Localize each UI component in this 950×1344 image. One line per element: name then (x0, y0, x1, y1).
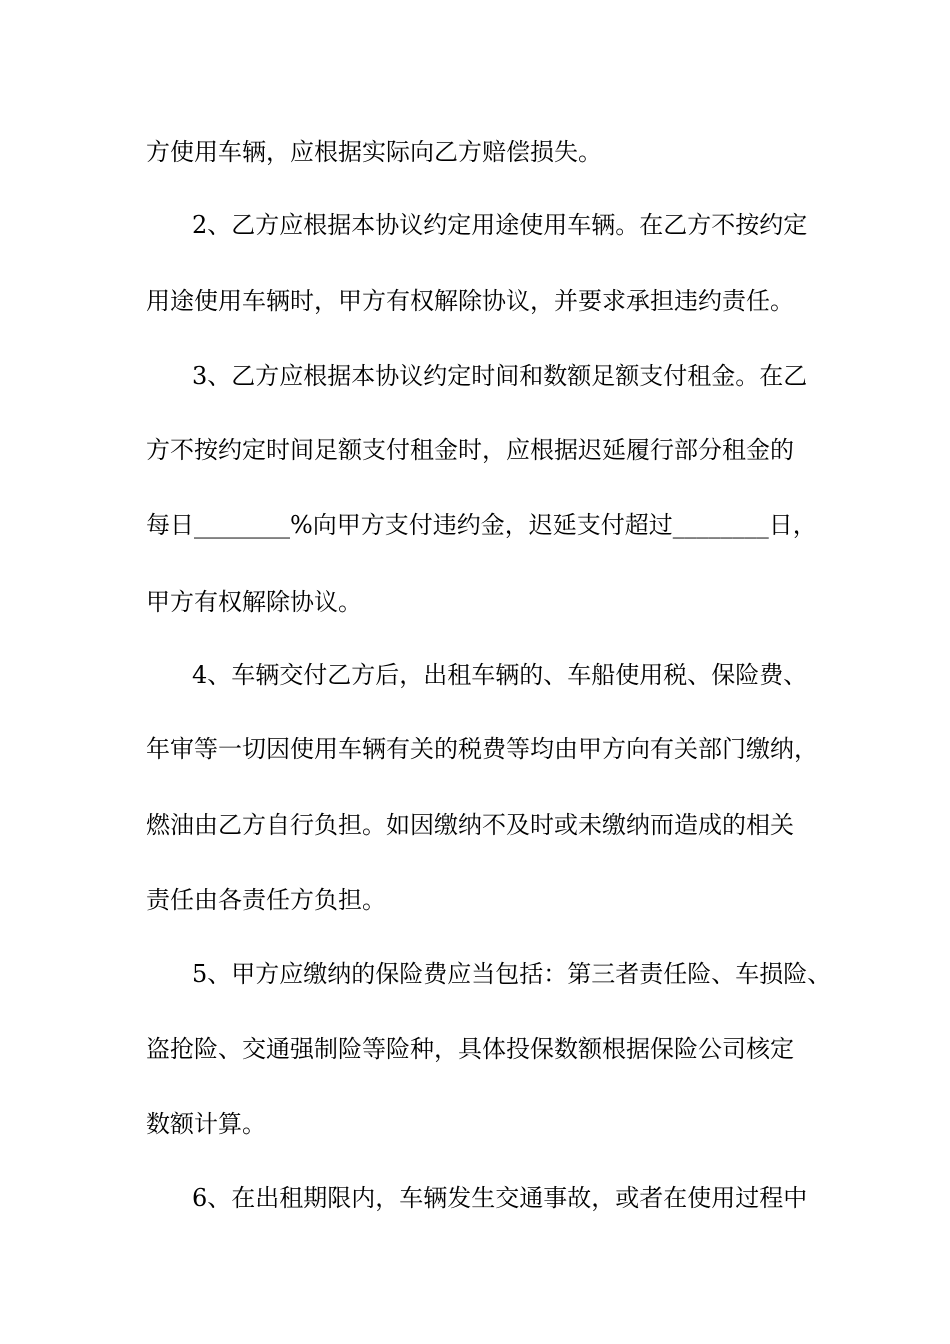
text-line: 燃油由乙方自行负担。如因缴纳不及时或未缴纳而造成的相关 (146, 811, 794, 839)
text-line: 用途使用车辆时，甲方有权解除协议，并要求承担违约责任。 (146, 287, 794, 315)
paragraph-3-line: 3、乙方应根据本协议约定时间和数额足额支付租金。在乙 (192, 362, 808, 390)
paragraph-6-line: 6、在出租期限内，车辆发生交通事故，或者在使用过程中 (192, 1184, 808, 1212)
text-line: 方使用车辆，应根据实际向乙方赔偿损失。 (146, 138, 602, 166)
text-line: 数额计算。 (146, 1110, 266, 1138)
text-line: 年审等一切因使用车辆有关的税费等均由甲方向有关部门缴纳， (146, 735, 818, 763)
text-line: 方不按约定时间足额支付租金时，应根据迟延履行部分租金的 (146, 436, 794, 464)
text-line: 盗抢险、交通强制险等险种，具体投保数额根据保险公司核定 (146, 1035, 794, 1063)
paragraph-2-line: 2、乙方应根据本协议约定用途使用车辆。在乙方不按约定 (192, 211, 808, 239)
text-line-with-blanks: 每日________%向甲方支付违约金，迟延支付超过________日， (146, 511, 817, 539)
text-line: 责任由各责任方负担。 (146, 886, 386, 914)
text-line: 甲方有权解除协议。 (146, 588, 362, 616)
paragraph-5-line: 5、甲方应缴纳的保险费应当包括：第三者责任险、车损险、 (192, 960, 832, 988)
paragraph-4-line: 4、车辆交付乙方后，出租车辆的、车船使用税、保险费、 (192, 661, 808, 689)
